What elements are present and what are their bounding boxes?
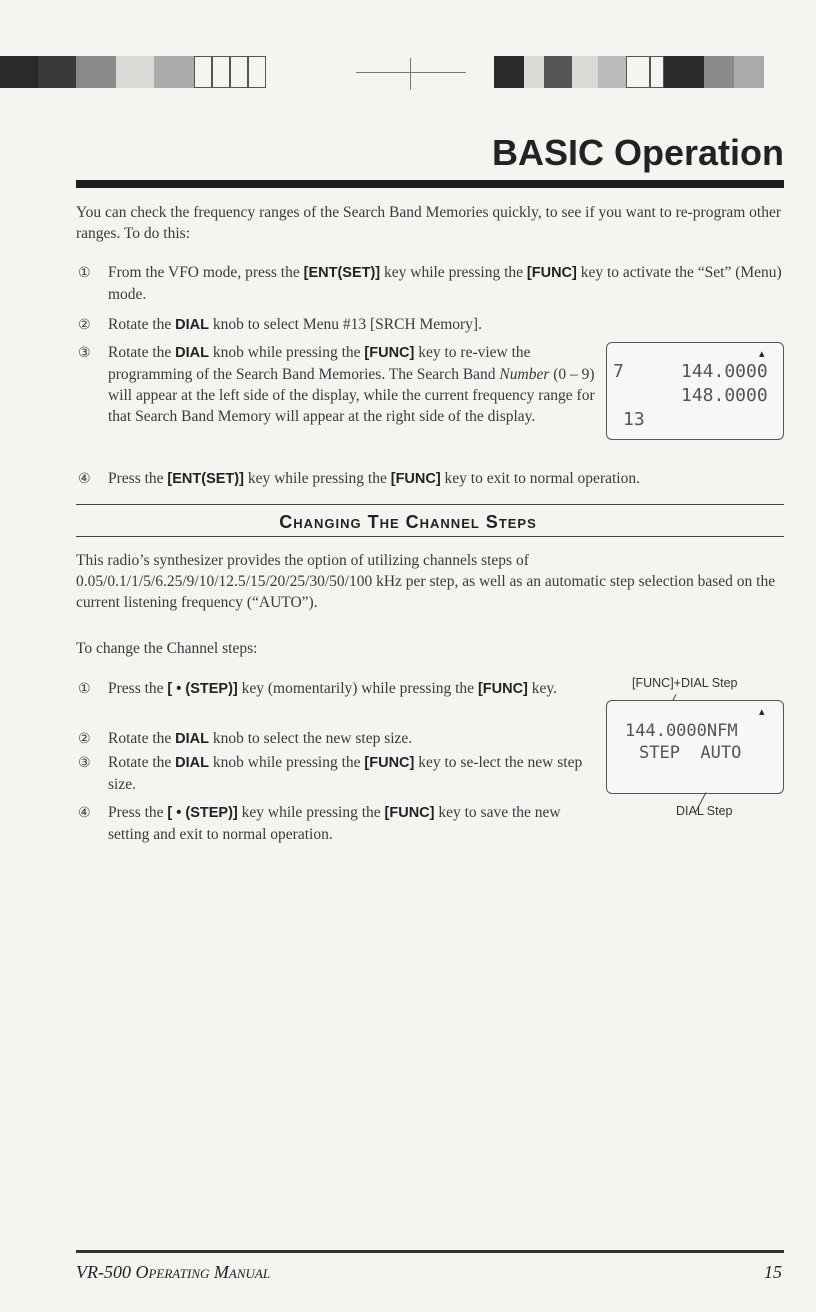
crosshair-vertical [410,58,411,90]
lcd-band-number: 7 [613,361,624,382]
footer-rule [76,1250,784,1253]
step-number: ① [78,681,91,697]
lcd-menu-number: 13 [623,409,645,430]
channel-steps-intro: To change the Channel steps: [76,640,258,657]
step-number: ④ [78,471,91,487]
page-heading: BASIC Operation [491,132,784,173]
battery-icon: ▴ [759,347,765,360]
step-number: ④ [78,805,91,821]
lcd-display-search-band [606,342,784,440]
step-number: ① [78,265,91,281]
step-number: ③ [78,345,91,361]
lcd-freq-high: 148.0000 [681,385,768,406]
lcd-freq-low: 144.0000 [681,361,768,382]
step-number: ② [78,317,91,333]
step-2-4: ④ Press the [ • (STEP)] key while pressing the [FUNC] key to save the new setting and exit to normal operation. [78,804,561,843]
caption-dial-step: DIAL Step [676,804,733,818]
channel-steps-paragraph: This radio’s synthesizer provides the option of utilizing channels steps of 0.05/0.1/1/5/6.25/9/10/12.5/15/20/25/30/50/100 kHz per step, as well as an automatic step selection based on the current listening frequency (“AUTO”). [76,552,776,611]
step-2-1: ① Press the [ • (STEP)] key (momentarily) while pressing the [FUNC] key. [78,678,598,700]
step-1-3: ③ Rotate the DIAL knob while pressing the [FUNC] key to re-view the programming of the Search Band Memories. The Search Band Number (0 – 9) will appear at the left side of the display, while the current frequency range for that Search Band Memory will appear at the right side of the display. [78,344,595,425]
intro-paragraph: You can check the frequency ranges of the Search Band Memories quickly, to see if you want to re-program other ranges. To do this: [76,204,782,242]
lcd-step-auto: STEP AUTO [639,743,742,763]
section-rule [76,504,784,505]
page-number: 15 [764,1262,782,1282]
section-rule-bottom [76,536,784,537]
lcd-display-step [606,700,784,794]
step-1-1: ① From the VFO mode, press the [ENT(SET)] key while pressing the [FUNC] key to activate the “Set” (Menu) mode. [78,264,782,303]
step-1-4: ④ Press the [ENT(SET)] key while pressing the [FUNC] key to exit to normal operation. [78,468,786,490]
step-number: ③ [78,755,91,771]
step-1-2: ② Rotate the DIAL knob to select Menu #13 [SRCH Memory]. [78,314,786,336]
section-heading: Changing The Channel Steps [279,512,537,532]
registration-bar-left [0,56,266,88]
battery-icon: ▴ [759,705,765,718]
step-2-3: ③ Rotate the DIAL knob while pressing the [FUNC] key to se-lect the new step size. [78,754,583,793]
heading-rule [76,180,784,188]
registration-bar-right [494,56,764,88]
crosshair-horizontal [356,72,466,73]
step-number: ② [78,731,91,747]
step-2-2: ② Rotate the DIAL knob to select the new step size. [78,728,598,750]
footer-manual-title: VR-500 Operating Manual [76,1262,271,1282]
caption-func-dial: [FUNC]+DIAL Step [632,676,738,690]
lcd-frequency-mode: 144.0000NFM [625,721,738,741]
